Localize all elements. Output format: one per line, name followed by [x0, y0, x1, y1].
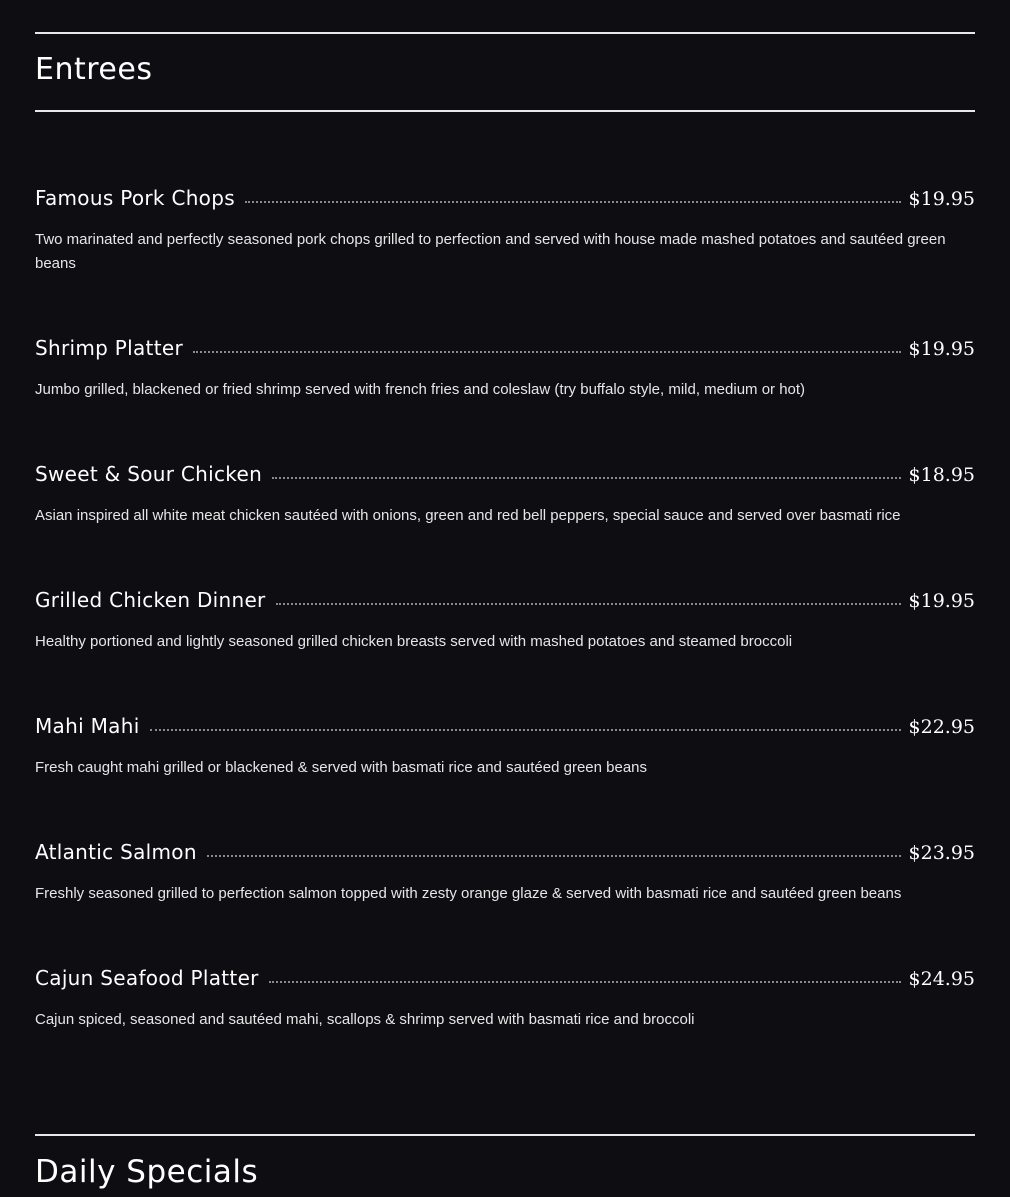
- menu-item-description: Fresh caught mahi grilled or blackened & served with basmati rice and sautéed green beans: [35, 759, 648, 776]
- dot-leader: [269, 980, 901, 983]
- menu-item-name: Sweet & Sour Chicken: [35, 462, 263, 486]
- menu-item-name: Mahi Mahi: [35, 714, 140, 738]
- dot-leader: [272, 476, 900, 479]
- section-divider-top: [35, 32, 975, 34]
- section-divider-under-title: [35, 110, 975, 112]
- dot-leader: [150, 728, 901, 731]
- menu-item: [35, 714, 975, 780]
- menu-item-description: Two marinated and perfectly seasoned pork chops grilled to perfection and served with house made mashed potatoes and sautéed green beans: [35, 231, 946, 272]
- dot-leader: [276, 602, 901, 605]
- menu-item-price: $19.95: [908, 188, 975, 210]
- menu-item-price: $22.95: [908, 716, 975, 738]
- menu-item: [35, 186, 975, 276]
- section-title-daily-specials: Daily Specials: [35, 1154, 259, 1190]
- menu-item-name: Famous Pork Chops: [35, 186, 235, 210]
- section-divider-specials: [35, 1134, 975, 1136]
- menu-item: [35, 462, 975, 528]
- menu-item-name: Grilled Chicken Dinner: [35, 588, 266, 612]
- section-title-entrees: Entrees: [35, 52, 153, 87]
- dot-leader: [245, 200, 901, 203]
- menu-item-description: Asian inspired all white meat chicken sautéed with onions, green and red bell peppers, special sauce and served over basmati rice: [35, 507, 901, 524]
- menu-item-price: $24.95: [908, 968, 975, 990]
- menu-item: [35, 966, 975, 1032]
- menu-item: [35, 840, 975, 906]
- menu-item-name: Shrimp Platter: [35, 336, 183, 360]
- menu-item-price: $18.95: [908, 464, 975, 486]
- menu-item-description: Cajun spiced, seasoned and sautéed mahi, scallops & shrimp served with basmati rice and broccoli: [35, 1011, 695, 1028]
- menu-item-price: $19.95: [908, 338, 975, 360]
- menu-item-description: Freshly seasoned grilled to perfection salmon topped with zesty orange glaze & served with basmati rice and sautéed green beans: [35, 885, 902, 902]
- dot-leader: [193, 350, 901, 353]
- dot-leader: [207, 854, 901, 857]
- menu-item-price: $19.95: [908, 590, 975, 612]
- menu-item-name: Cajun Seafood Platter: [35, 966, 259, 990]
- menu-item: [35, 588, 975, 654]
- menu-item: [35, 336, 975, 402]
- menu-item-description: Healthy portioned and lightly seasoned grilled chicken breasts served with mashed potatoes and steamed broccoli: [35, 633, 793, 650]
- menu-item-name: Atlantic Salmon: [35, 840, 197, 864]
- menu-item-description: Jumbo grilled, blackened or fried shrimp served with french fries and coleslaw (try buffalo style, mild, medium or hot): [35, 381, 806, 398]
- menu-item-price: $23.95: [908, 842, 975, 864]
